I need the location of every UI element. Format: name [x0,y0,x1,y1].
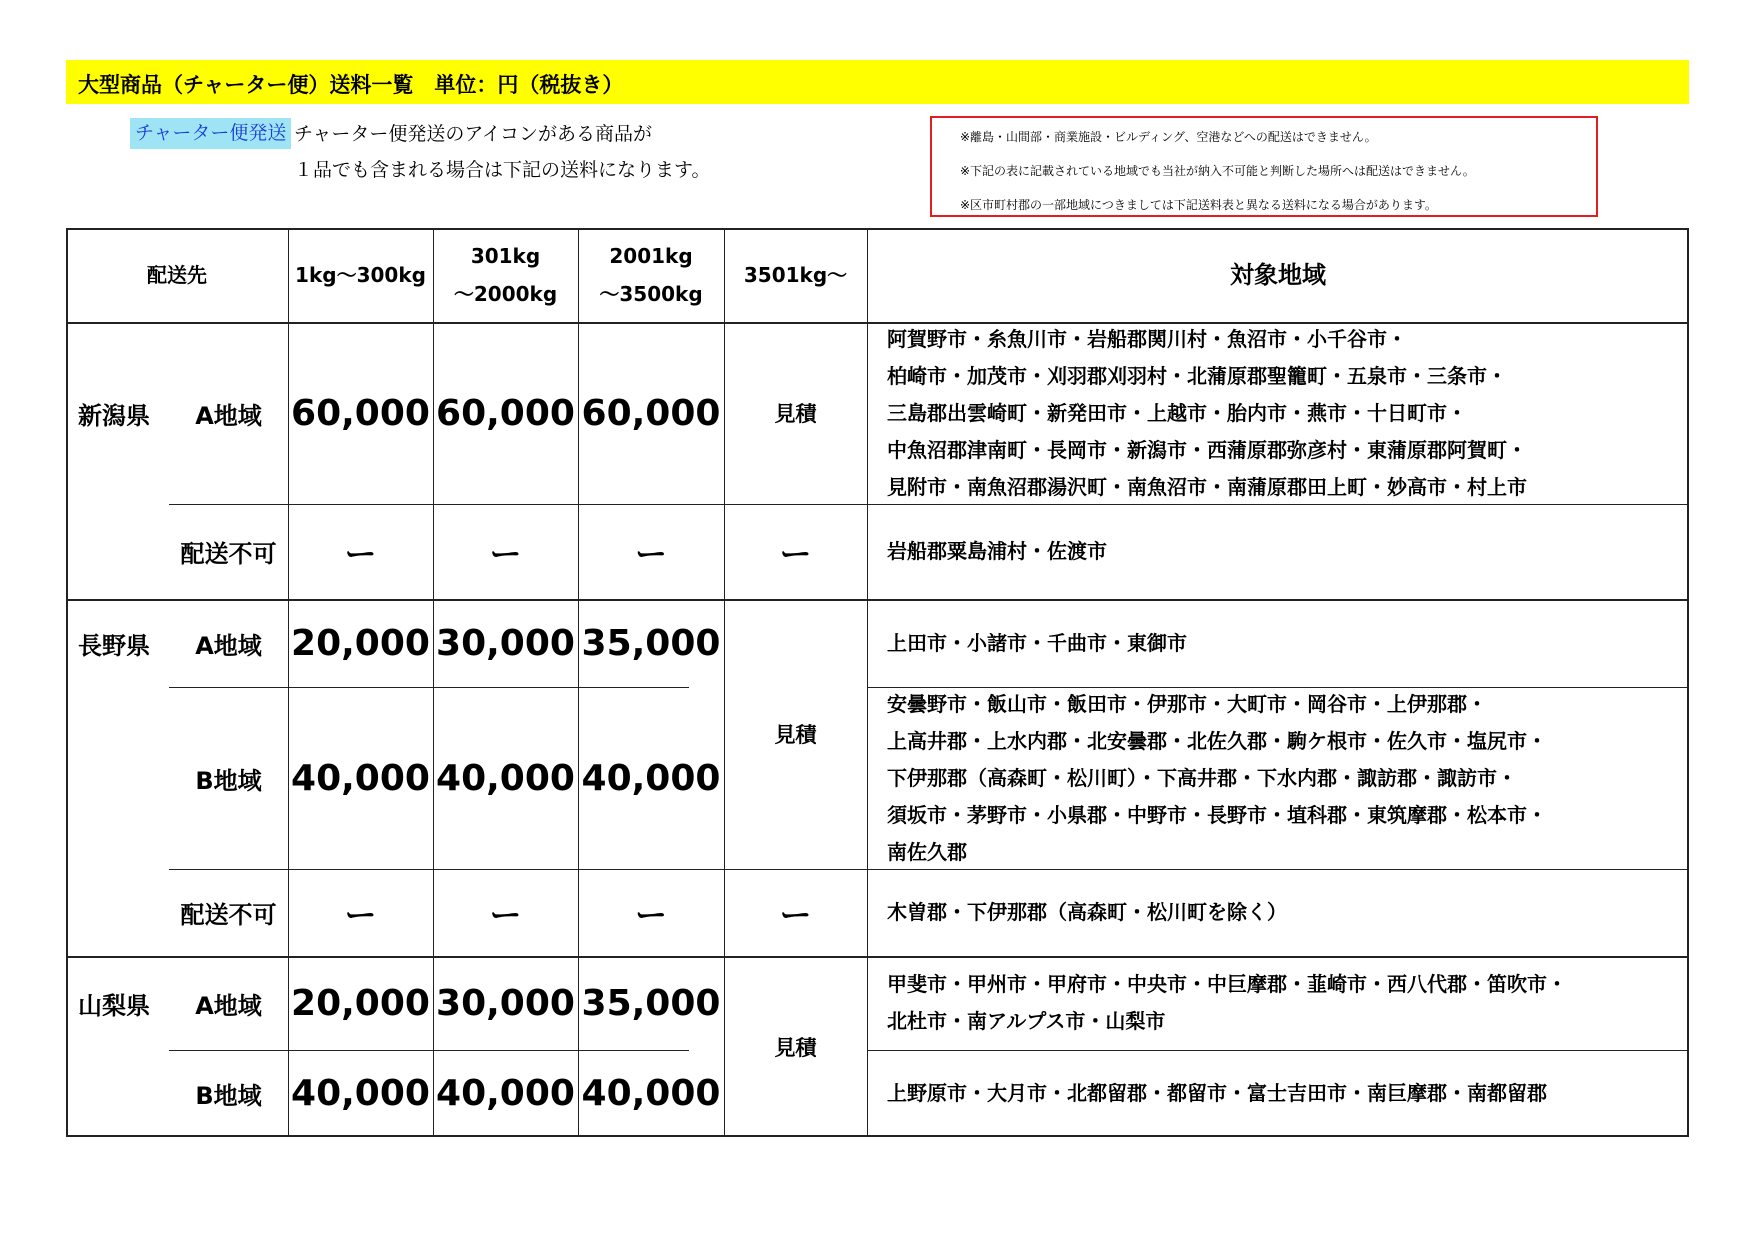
regions-cell [867,869,1689,956]
area-label: A地域 [195,401,262,430]
charter-badge: チャーター便発送 [130,118,291,149]
dash-cell: ー [779,534,812,573]
region-line: 阿賀野市・糸魚川市・岩船郡関川村・魚沼市・小千谷市・ [887,326,1407,351]
region-line: 見附市・南魚沼郡湯沢町・南魚沼市・南蒲原郡田上町・妙高市・村上市 [887,474,1527,499]
region-line: 南佐久郡 [887,839,967,864]
note-1: ※離島・山間部・商業施設・ビルディング、空港などへの配送はできません。 [960,130,1377,144]
region-line: 甲斐市・甲州市・甲府市・中央市・中巨摩郡・韮崎市・西八代郡・笛吹市・ [887,972,1567,996]
estimate-cell: 見積 [774,723,817,747]
pref-yamanashi: 山梨県 [78,991,150,1020]
price-cell: 40,000 [436,1073,575,1114]
estimate-cell: 見積 [774,1035,817,1060]
area-label: 配送不可 [180,540,277,568]
header-weight-1: 1kg～300kg [295,263,426,287]
price-cell: 35,000 [581,622,721,664]
region-line: 中魚沼郡津南町・長岡市・新潟市・西蒲原郡弥彦村・東蒲原郡阿賀町・ [887,437,1527,462]
price-cell: 60,000 [436,392,575,434]
header-weight-3-line1: 2001kg [609,244,693,268]
header-weight-2-line1: 301kg [470,244,541,268]
price-cell: 40,000 [581,757,721,799]
notes-box [930,116,1598,217]
price-cell: 30,000 [436,622,575,664]
price-cell: 60,000 [291,392,430,434]
region-line: 上田市・小諸市・千曲市・東御市 [887,630,1187,655]
regions-cell [867,956,1689,1050]
note-2: ※下記の表に記載されている地域でも当社が納入不可能と判断した場所へは配送はできません。 [960,164,1475,178]
price-cell: 35,000 [581,982,721,1024]
region-line: 岩船郡粟島浦村・佐渡市 [887,539,1107,563]
header-weight-2 [433,228,578,322]
price-cell: 30,000 [436,982,575,1024]
region-line: 上高井郡・上水内郡・北安曇郡・北佐久郡・駒ケ根市・佐久市・塩尻市・ [887,728,1547,753]
area-label: A地域 [195,631,262,660]
region-line: 下伊那郡（高森町・松川町）・下高井郡・下水内郡・諏訪郡・諏訪市・ [887,765,1517,790]
header-weight-3 [578,228,724,322]
price-cell: 20,000 [291,982,430,1024]
regions-cell [867,1050,1689,1137]
region-line: 安曇野市・飯山市・飯田市・伊那市・大町市・岡谷市・上伊那郡・ [887,691,1487,716]
area-label: B地域 [195,1082,262,1110]
page-title: 大型商品（チャーター便）送料一覧 単位：円（税抜き） [78,73,624,97]
header-destination: 配送先 [147,263,207,287]
note-3: ※区市町村郡の一部地域につきましては下記送料表と異なる送料になる場合があります。 [960,198,1437,212]
estimate-cell: 見積 [774,402,817,426]
intro-line-1: チャーター便発送のアイコンがある商品が [294,123,652,145]
area-label: B地域 [195,766,262,795]
dash-cell: ー [634,534,667,573]
header-weight-4: 3501kg～ [743,263,848,287]
area-label: A地域 [195,991,262,1020]
price-cell: 40,000 [581,1073,721,1114]
header-weight-2-line2: ～2000kg [453,282,558,306]
region-line: 須坂市・茅野市・小県郡・中野市・長野市・埴科郡・東筑摩郡・松本市・ [887,802,1547,827]
shipping-fee-table [66,228,1689,1137]
header-regions: 対象地域 [1230,261,1326,289]
region-line: 三島郡出雲崎町・新発田市・上越市・胎内市・燕市・十日町市・ [887,400,1467,425]
dash-cell: ー [779,895,812,934]
pref-niigata: 新潟県 [78,401,150,430]
intro-line-2: １品でも含まれる場合は下記の送料になります。 [294,159,711,181]
dash-cell: ー [344,534,377,573]
regions-cell [867,687,1689,869]
area-label: 配送不可 [180,901,277,929]
regions-cell [867,504,1689,599]
region-line: 上野原市・大月市・北都留郡・都留市・富士吉田市・南巨摩郡・南都留郡 [887,1081,1547,1105]
price-cell: 40,000 [291,1073,430,1114]
dash-cell: ー [634,895,667,934]
dash-cell: ー [489,895,522,934]
region-line: 柏崎市・加茂市・刈羽郡刈羽村・北蒲原郡聖籠町・五泉市・三条市・ [887,363,1507,388]
header-weight-3-line2: ～3500kg [599,282,703,306]
price-cell: 40,000 [291,757,430,799]
title-bar [66,60,1689,104]
price-cell: 20,000 [291,622,430,664]
regions-cell [867,322,1689,504]
region-line: 北杜市・南アルプス市・山梨市 [887,1009,1166,1033]
price-cell: 60,000 [581,392,721,434]
dash-cell: ー [489,534,522,573]
regions-cell [867,599,1689,687]
price-cell: 40,000 [436,757,575,799]
pref-nagano: 長野県 [78,631,150,660]
dash-cell: ー [344,895,377,934]
region-line: 木曽郡・下伊那郡（高森町・松川町を除く） [887,900,1287,924]
